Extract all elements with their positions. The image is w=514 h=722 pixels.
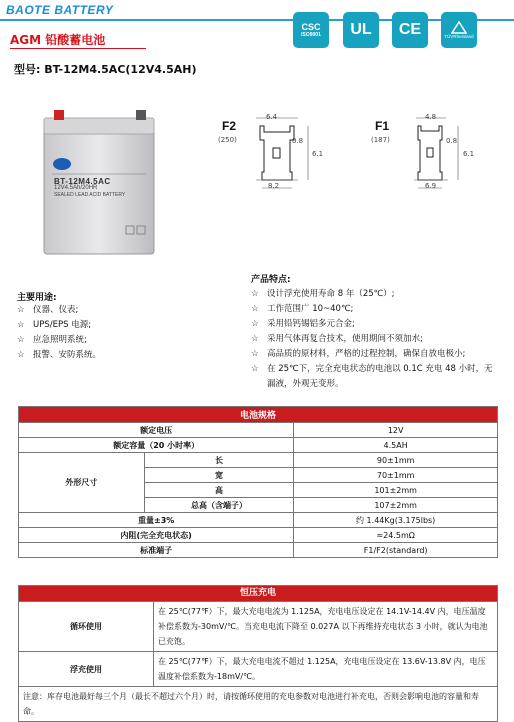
height-label: 高: [144, 483, 294, 498]
cycle-use-text: 在 25℃(77℉）下，最大充电电流为 1.125A，充电电压设定在 14.1V-14.4V 内，电压温度补偿系数为-30mV/℃。当充电电流下降至 0.027A 以下再维持充电状态 3 小时，就认为电池已充饱。: [154, 602, 498, 652]
table-row: [19, 687, 498, 722]
float-use-label: 浮充使用: [19, 652, 154, 687]
tuv-cert-label: TÜVRheinland: [444, 34, 474, 39]
features-heading: 产品特点:: [251, 275, 291, 285]
rated-voltage-value: 12V: [294, 423, 498, 438]
f1-dim-width: 4.8: [425, 113, 437, 121]
f2-terminal-sub: (250): [218, 136, 237, 144]
list-item-text: 高品质的原材料，严格的过程控制，确保自放电极小;: [267, 349, 466, 359]
length-value: 90±1mm: [294, 453, 498, 468]
csc-cert-icon: [293, 12, 329, 48]
csc-cert-sub: ISO9001: [301, 32, 321, 38]
list-item: [251, 287, 501, 302]
terminal-value: F1/F2(standard): [294, 543, 498, 558]
tuv-cert-icon: [441, 12, 477, 48]
ul-cert-label: UL: [350, 21, 372, 38]
f1-terminal-label: F1: [375, 119, 390, 133]
charge-heading: 恒压充电: [19, 586, 498, 602]
spec-table: [18, 406, 498, 558]
table-row: [19, 438, 498, 453]
dimensions-label: 外形尺寸: [19, 453, 145, 513]
spec-heading: 电池规格: [19, 407, 498, 423]
charge-table: [18, 585, 498, 722]
length-label: 长: [144, 453, 294, 468]
star-icon: ☆: [17, 305, 25, 315]
brand-logo: BAOTE BATTERY: [6, 3, 114, 17]
table-row: [19, 528, 498, 543]
total-height-value: 107±2mm: [294, 498, 498, 513]
internal-resistance-value: ≈24.5mΩ: [294, 528, 498, 543]
f2-dim-base: 8.2: [268, 182, 280, 190]
battery-label-type: SEALED LEAD ACID BATTERY: [54, 192, 126, 198]
list-item: [251, 302, 501, 317]
star-icon: ☆: [17, 320, 25, 330]
f2-dim-width: 6.4: [266, 113, 278, 121]
star-icon: ☆: [251, 319, 259, 329]
total-height-label: 总高（含端子）: [144, 498, 294, 513]
table-row: [19, 602, 498, 652]
rated-capacity-value: 4.5AH: [294, 438, 498, 453]
storage-note: 注意：库存电池最好每三个月（最长不超过六个月）时，请按循环使用的充电参数对电池进行补充电，否则会影响电池的容量和寿命。: [19, 687, 498, 722]
list-item: [251, 347, 501, 362]
star-icon: ☆: [17, 335, 25, 345]
list-item-text: 应急照明系统;: [33, 335, 87, 345]
list-item: [251, 317, 501, 332]
model-number: 型号: BT-12M4.5AC(12V4.5AH): [14, 63, 197, 76]
uses-list: [17, 303, 227, 363]
f1-terminal-sub: (187): [371, 136, 390, 144]
ce-cert-icon: [392, 12, 428, 48]
width-value: 70±1mm: [294, 468, 498, 483]
terminal-label: 标准端子: [19, 543, 294, 558]
page-title: AGM 铅酸蓄电池: [10, 33, 106, 47]
width-label: 宽: [144, 468, 294, 483]
weight-label: 重量±3%: [19, 513, 294, 528]
star-icon: ☆: [251, 304, 259, 314]
star-icon: ☆: [17, 350, 25, 360]
float-use-text: 在 25℃(77℉）下，最大充电电流不超过 1.125A，充电电压设定在 13.6V-13.8V 内，电压温度补偿系数为-18mV/℃。: [154, 652, 498, 687]
features-list: [251, 287, 501, 392]
list-item: [17, 318, 227, 333]
tuv-triangle-icon: [451, 21, 467, 34]
weight-value: 约 1.44Kg(3.175lbs): [294, 513, 498, 528]
ce-cert-label: CE: [398, 21, 422, 38]
header-divider: [0, 19, 514, 21]
f1-dim-base: 6.9: [425, 182, 437, 190]
uses-heading: 主要用途:: [17, 293, 57, 303]
rated-voltage-label: 额定电压: [19, 423, 294, 438]
list-item-text: 在 25℃下，完全充电状态的电池以 0.1C 充电 48 小时，无漏液，外观无变形。: [267, 364, 493, 389]
star-icon: ☆: [251, 289, 259, 299]
battery-label-model: BT-12M4.5AC: [54, 177, 111, 186]
list-item-text: 工作范围广 10~40℃;: [267, 304, 354, 314]
f2-dim-height: 6.1: [312, 150, 324, 158]
list-item: [251, 332, 501, 347]
list-item-text: 仪器、仪表;: [33, 305, 79, 315]
csc-cert-label: CSC: [301, 22, 321, 32]
rated-capacity-label: 额定容量（20 小时率）: [19, 438, 294, 453]
star-icon: ☆: [251, 334, 259, 344]
cycle-use-label: 循环使用: [19, 602, 154, 652]
star-icon: ☆: [251, 349, 259, 359]
list-item: [17, 333, 227, 348]
list-item-text: UPS/EPS 电源;: [33, 320, 92, 330]
list-item-text: 设计浮充使用寿命 8 年（25℃）;: [267, 289, 395, 299]
list-item-text: 报警、安防系统。: [33, 350, 102, 360]
list-item-text: 采用铅钙锡铝多元合金;: [267, 319, 355, 329]
star-icon: ☆: [251, 364, 259, 374]
table-row: [19, 543, 498, 558]
table-row: [19, 652, 498, 687]
battery-label: [54, 178, 150, 199]
f2-dim-thickness: 0.8: [292, 137, 304, 145]
list-item: [251, 362, 501, 392]
list-item: [17, 303, 227, 318]
spec-header-row: [19, 407, 498, 423]
title-underline: [10, 48, 146, 49]
table-row: [19, 423, 498, 438]
charge-header-row: [19, 586, 498, 602]
battery-label-rating: 12V4.5Ah/20HR: [54, 185, 98, 191]
f1-dim-height: 6.1: [463, 150, 475, 158]
table-row: [19, 453, 498, 468]
internal-resistance-label: 内阻(完全充电状态): [19, 528, 294, 543]
list-item-text: 采用气体再复合技术，使用期间不须加水;: [267, 334, 423, 344]
ul-cert-icon: [343, 12, 379, 48]
f2-terminal-label: F2: [222, 119, 237, 133]
table-row: [19, 513, 498, 528]
f1-dim-thickness: 0.8: [446, 137, 458, 145]
height-value: 101±2mm: [294, 483, 498, 498]
list-item: [17, 348, 227, 363]
